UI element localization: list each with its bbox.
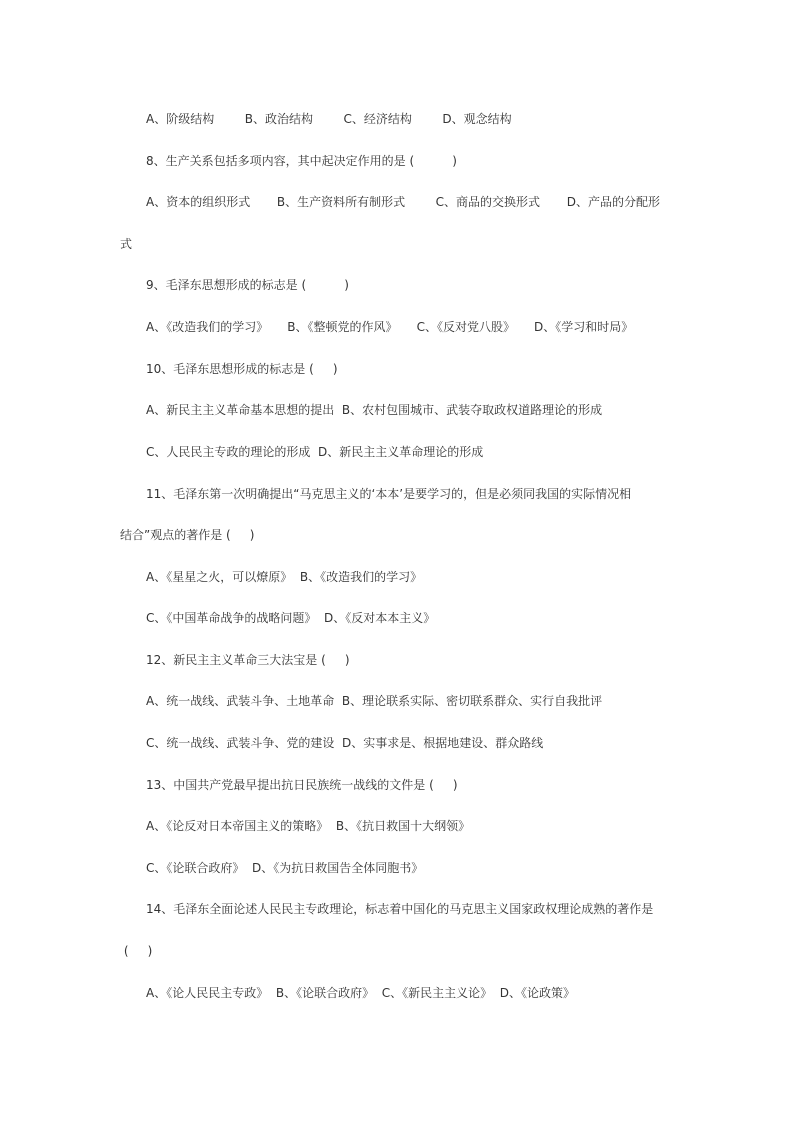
q9-options: A、《改造我们的学习》 B、《整顿党的作风》 C、《反对党八股》 D、《学习和时局》 <box>146 320 634 334</box>
q8-options-continuation: 式 <box>120 237 133 251</box>
q8-options: A、资本的组织形式 B、生产资料所有制形式 C、商品的交换形式 D、产品的分配形 <box>146 195 660 209</box>
q13-question: 13、中国共产党最早提出抗日民族统一战线的文件是 ( ) <box>146 778 458 792</box>
q13-options-ab: A、《论反对日本帝国主义的策略》 B、《抗日救国十大纲领》 <box>146 819 471 833</box>
q11-question-continuation: 结合”观点的著作是 ( ) <box>120 528 255 542</box>
q12-question: 12、新民主主义革命三大法宝是 ( ) <box>146 653 350 667</box>
q10-options-cd: C、人民民主专政的理论的形成 D、新民主主义革命理论的形成 <box>146 445 484 459</box>
q10-options-ab: A、新民主主义革命基本思想的提出 B、农村包围城市、武装夺取政权道路理论的形成 <box>146 403 603 417</box>
q11-question: 11、毛泽东第一次明确提出“马克思主义的‘本本’是要学习的，但是必须同我国的实际情况相 <box>146 487 632 501</box>
q8-question: 8、生产关系包括多项内容，其中起决定作用的是 ( ) <box>146 154 457 168</box>
q9-question: 9、毛泽东思想形成的标志是 ( ) <box>146 278 349 292</box>
q13-options-cd: C、《论联合政府》 D、《为抗日救国告全体同胞书》 <box>146 861 424 875</box>
q7-options: A、阶级结构 B、政治结构 C、经济结构 D、观念结构 <box>146 112 512 126</box>
q12-options-cd: C、统一战线、武装斗争、党的建设 D、实事求是、根据地建设、群众路线 <box>146 736 544 750</box>
q12-options-ab: A、统一战线、武装斗争、土地革命 B、理论联系实际、密切联系群众、实行自我批评 <box>146 694 603 708</box>
q14-question-continuation: ( ) <box>120 944 153 958</box>
q11-options-cd: C、《中国革命战争的战略问题》 D、《反对本本主义》 <box>146 611 436 625</box>
q14-question: 14、毛泽东全面论述人民民主专政理论，标志着中国化的马克思主义国家政权理论成熟的著作是 <box>146 902 654 916</box>
q11-options-ab: A、《星星之火，可以燎原》 B、《改造我们的学习》 <box>146 570 423 584</box>
q10-question: 10、毛泽东思想形成的标志是 ( ) <box>146 362 338 376</box>
q14-options: A、《论人民民主专政》 B、《论联合政府》 C、《新民主主义论》 D、《论政策》 <box>146 986 575 1000</box>
